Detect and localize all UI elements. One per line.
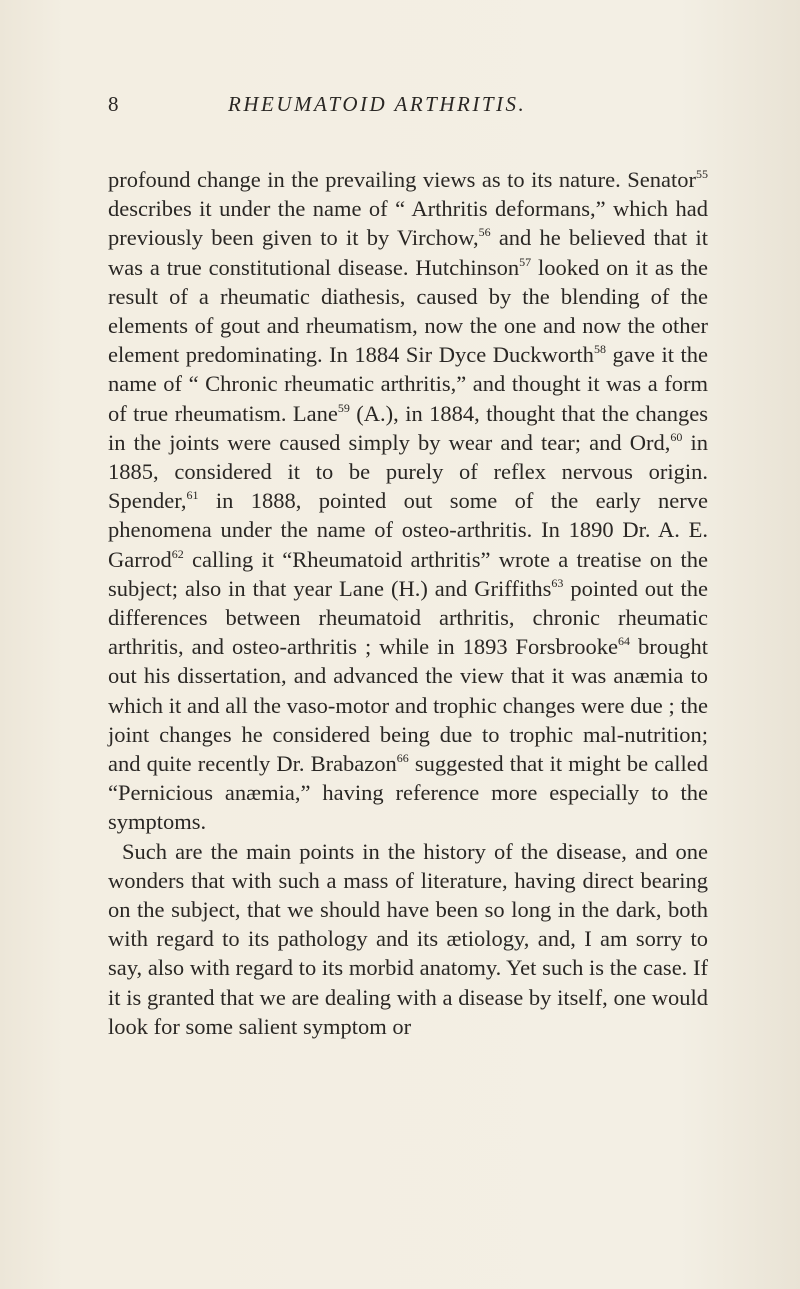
reference-mark: 59 <box>337 400 350 415</box>
text-run: (A.), in 1884, thought that the changes in the joints were caused simply by wear and tear; and Ord, <box>108 400 708 455</box>
reference-mark: 60 <box>670 429 683 444</box>
paragraph-2: Such are the main points in the history of the disease, and one wonders that with such a mass of literature, having direct bearing on the subject, that we should have been so long in the dark, both with regard to its pathology and its ætiology, and, I am sorry to say, also with regard to its morbid anatomy. Yet such is the case. If it is granted that we are dealing with a disease by itself, one would look for some salient symptom or <box>108 838 708 1039</box>
text-run: and he believed that it was a true constitutional disease. Hutchinson <box>108 225 708 280</box>
text-run: suggested that it might be called “Pernicious anæmia,” having reference more especially to the symptoms. <box>108 751 709 835</box>
text-run: in 1888, pointed out some of the early nerve phenomena under the name of osteo-arthritis. In 1890 Dr. A. E. Garrod <box>108 488 708 572</box>
reference-mark: 61 <box>186 488 199 503</box>
page-number: 8 <box>108 92 119 116</box>
text-run: calling it “Rheumatoid arthritis” wrote a treatise on the subject; also in that year Lane (H.) and Griffiths <box>108 546 708 601</box>
paragraph-1 <box>108 165 708 837</box>
text-run: looked on it as the result of a rheumatic diathesis, caused by the blending of the elements of gout and rheumatism, now the one and now the other element predominating. In 1884 Sir Dyce Duckworth <box>108 254 708 368</box>
reference-mark: 57 <box>519 254 532 269</box>
body-text <box>108 165 708 1041</box>
text-run: describes it under the name of “ Arthritis deformans,” which had previously been given to it by Virchow, <box>108 196 708 251</box>
reference-mark: 63 <box>551 575 564 590</box>
running-title: RHEUMATOID ARTHRITIS. <box>228 92 527 116</box>
reference-mark: 62 <box>171 546 184 561</box>
running-head <box>108 92 708 122</box>
text-run: in 1885, considered it to be purely of reflex nervous origin. Spender, <box>108 429 708 514</box>
text-run: profound change in the prevailing views as to its nature. Senator <box>108 167 696 192</box>
reference-mark: 56 <box>478 225 491 240</box>
text-run: brought out his dissertation, and advanced the view that it was anæmia to which it and all the vaso-motor and trophic changes were due ; the joint changes he considered being due to trophic mal-nutrition; and quite recently Dr. Brabazon <box>108 634 709 777</box>
reference-mark: 55 <box>696 167 708 181</box>
text-run: gave it the name of “ Chronic rheumatic arthritis,” and thought it was a form of true rheumatism. Lane <box>108 342 708 426</box>
reference-mark: 66 <box>396 751 409 766</box>
reference-mark: 58 <box>593 342 606 357</box>
text-run: pointed out the differences between rheumatoid arthritis, chronic rheumatic arthritis, and osteo-arthritis ; while in 1893 Forsbrooke <box>108 575 709 660</box>
reference-mark: 64 <box>618 634 631 649</box>
